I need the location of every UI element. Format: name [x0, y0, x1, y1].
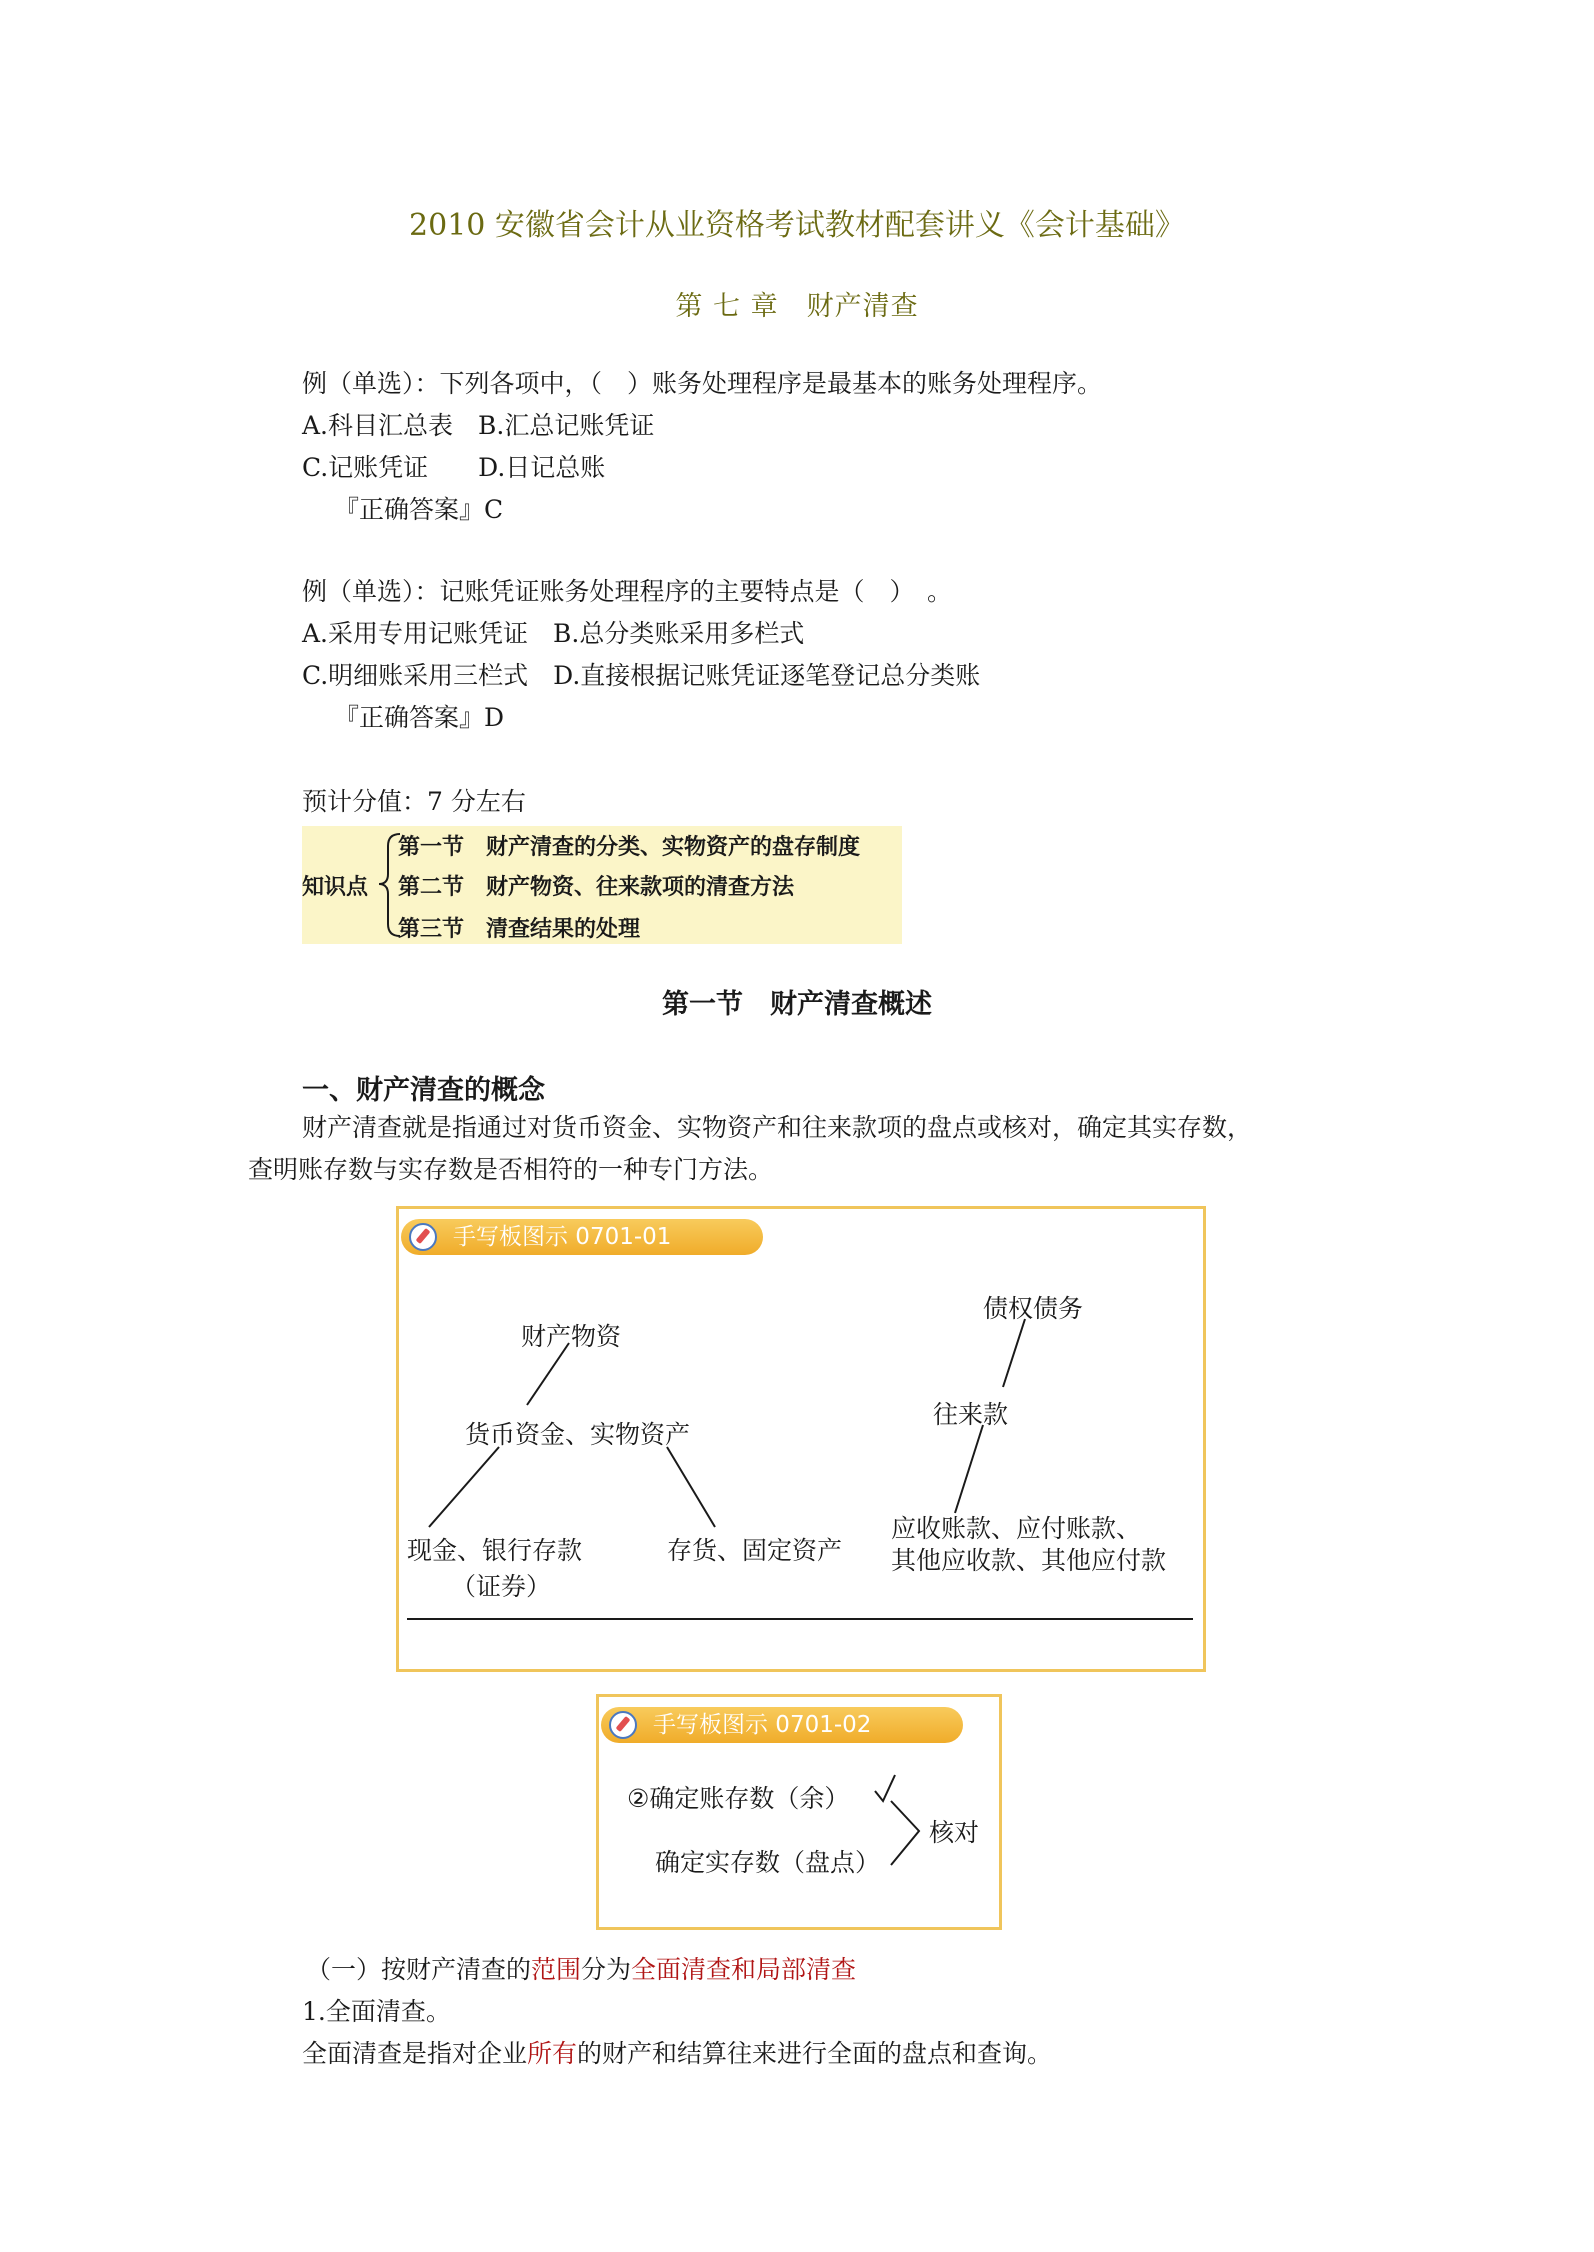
check-icon — [875, 1775, 895, 1801]
label-cash-bank: 现金、银行存款 — [407, 1536, 583, 1565]
board-2-tag-label: 手写板图示 0701-02 — [653, 1712, 872, 1738]
example-2-options-1: A.采用专用记账凭证 B.总分类账采用多栏式 — [302, 619, 805, 648]
board-2-tag — [601, 1707, 963, 1743]
knowledge-points-box — [302, 826, 902, 944]
handwriting-board-1 — [396, 1206, 1206, 1672]
classification-heading-part-1: （一）按财产清查的 — [306, 1955, 532, 1984]
definition-emphasis: 所有 — [527, 2039, 578, 2068]
example-1-question: 例（单选）：下列各项中，（ ）账务处理程序是最基本的账务处理程序。 — [302, 369, 1103, 398]
classification-heading-part-2: 分为 — [581, 1955, 632, 1984]
pencil-icon — [609, 1711, 637, 1739]
expected-score: 预计分值：7 分左右 — [302, 787, 526, 816]
concept-heading: 一、财产清查的概念 — [302, 1075, 545, 1106]
example-1-options-2: C.记账凭证 D.日记总账 — [302, 453, 606, 482]
label-assets: 财产物资 — [521, 1322, 622, 1351]
knowledge-point-3: 第三节 清查结果的处理 — [398, 917, 641, 942]
document-title: 2010 安徽省会计从业资格考试教材配套讲义《会计基础》 — [409, 208, 1185, 243]
label-receivables-1: 应收账款、应付账款、 — [891, 1514, 1142, 1543]
classification-heading — [306, 1950, 856, 1990]
definition-part-2: 的财产和结算往来进行全面的盘点和查询。 — [577, 2039, 1053, 2068]
board-2-check-label: 核对 — [929, 1818, 980, 1847]
label-claims-debts: 债权债务 — [983, 1294, 1084, 1323]
handwriting-board-2 — [596, 1694, 1002, 1930]
knowledge-point-1: 第一节 财产清查的分类、实物资产的盘存制度 — [398, 835, 861, 860]
full-inventory-heading: 1.全面清查。 — [302, 1997, 451, 2026]
concept-paragraph-line-2: 查明账存数与实存数是否相符的一种专门方法。 — [248, 1155, 774, 1184]
classification-heading-scope: 范围 — [531, 1955, 582, 1984]
chapter-title: 第 七 章 财产清查 — [675, 291, 919, 322]
section-title: 第一节 财产清查概述 — [662, 989, 932, 1020]
label-inventory-fixed: 存货、固定资产 — [667, 1536, 843, 1565]
knowledge-points-label: 知识点 — [302, 875, 369, 900]
board-1-tag-label: 手写板图示 0701-01 — [453, 1224, 672, 1250]
example-2-answer: 『正确答案』D — [334, 703, 505, 732]
example-2-options-2: C.明细账采用三栏式 D.直接根据记账凭证逐笔登记总分类账 — [302, 661, 981, 690]
classification-heading-types: 全面清查和局部清查 — [631, 1955, 857, 1984]
definition-part-1: 全面清查是指对企业 — [302, 2039, 528, 2068]
example-1-options-1: A.科目汇总表 B.汇总记账凭证 — [302, 411, 655, 440]
example-2-question: 例（单选）：记账凭证账务处理程序的主要特点是（ ） 。 — [302, 577, 953, 606]
knowledge-point-2: 第二节 财产物资、往来款项的清查方法 — [398, 875, 795, 900]
board-2-line-2: 确定实存数（盘点） — [655, 1848, 881, 1877]
concept-paragraph-line-1: 财产清查就是指通过对货币资金、实物资产和往来款项的盘点或核对，确定其实存数， — [302, 1113, 1253, 1142]
label-money-physical: 货币资金、实物资产 — [465, 1420, 691, 1449]
board-2-line-1: ②确定账存数（余） — [627, 1784, 850, 1813]
example-1-answer: 『正确答案』C — [334, 495, 504, 524]
label-securities: （证券） — [451, 1572, 552, 1601]
full-inventory-definition — [302, 2034, 1052, 2074]
label-dealings: 往来款 — [933, 1400, 1009, 1429]
label-receivables-2: 其他应收款、其他应付款 — [891, 1546, 1167, 1575]
